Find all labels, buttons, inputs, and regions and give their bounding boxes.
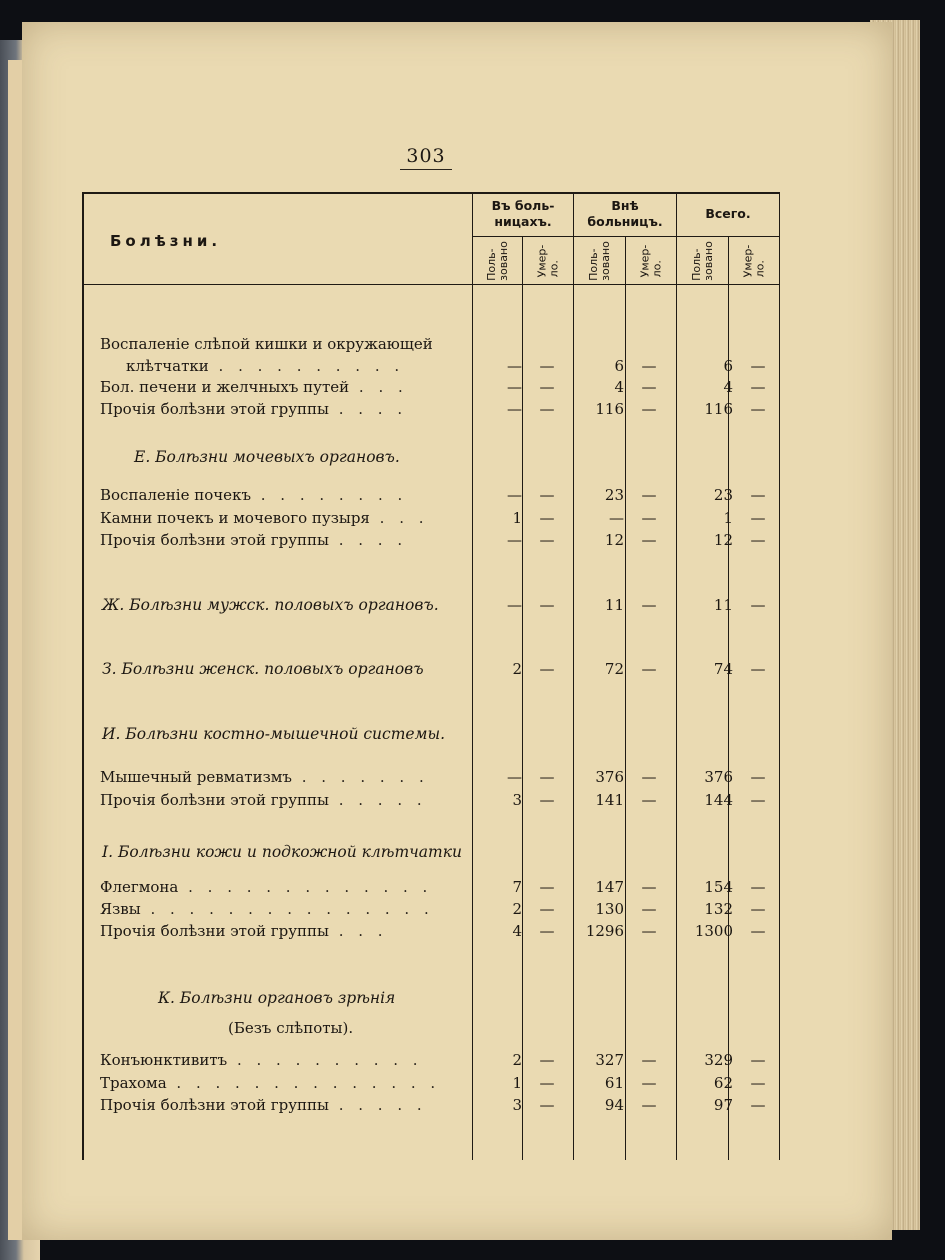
disease-name: Прочія болѣзни этой группы [100,791,329,809]
cell-c5: 97 [713,1096,733,1114]
disease-label [100,789,470,811]
cell-c3: 327 [595,1051,624,1069]
cell-c2: — [539,1051,555,1069]
cell-c4: — [641,596,657,614]
cell-c6: — [750,878,766,896]
cell-c3: 61 [604,1074,624,1092]
table-row [100,529,780,551]
section-heading: К. Болѣзни органовъ зрѣнія [158,989,396,1007]
cell-c4: — [641,486,657,504]
sub-header-treated-3: Поль- зовано [689,241,715,281]
cell-c5: 329 [704,1051,733,1069]
cell-c1: 3 [512,1096,522,1114]
section-subnote: (Безъ слѣпоты). [228,1019,354,1037]
cell-c2: — [539,900,555,918]
disease-name: Флегмона [100,878,179,896]
sub-header-treated-2: Поль- зовано [586,241,612,281]
cell-c5: 12 [713,531,733,549]
cell-c2: — [539,596,555,614]
leader-dots: . . . [328,922,388,940]
table-row [100,594,780,616]
cell-c5: 23 [713,486,733,504]
table-row [100,355,780,377]
cell-c5: 74 [713,660,733,678]
disease-name: Воспаленіе почекъ [100,486,251,504]
cell-c1: 3 [512,791,522,809]
section-heading: З. Болѣзни женск. половыхъ органовъ [102,660,424,678]
cell-c1: — [507,400,522,418]
cell-c4: — [641,378,657,396]
cell-c2: — [539,660,555,678]
cell-c3: 147 [595,878,624,896]
cell-c3: 12 [604,531,624,549]
outside-hospitals-header: Внѣ больницъ. [587,198,663,229]
cell-c4: — [641,531,657,549]
leader-dots: . . . . . . . . [250,486,408,504]
disease-name: Бол. печени и желчныхъ путей [100,378,350,396]
cell-c3: 72 [604,660,624,678]
cell-c4: — [641,900,657,918]
disease-name: Прочія болѣзни этой группы [100,1096,329,1114]
disease-name: Мышечный ревматизмъ [100,768,292,786]
cell-c3: 130 [595,900,624,918]
disease-label [100,1094,470,1116]
cell-c2: — [539,791,555,809]
section-heading: Е. Болѣзни мочевыхъ органовъ. [134,448,400,466]
cell-c5: 4 [723,378,733,396]
table-row [100,658,780,680]
cell-c4: — [641,660,657,678]
leader-dots: . . . . . . . . . . [208,357,405,375]
cell-c5: 62 [713,1074,733,1092]
disease-label [100,484,470,506]
cell-c6: — [750,1074,766,1092]
cell-c5: 132 [704,900,733,918]
table-row [100,766,780,788]
disease-name: Воспаленіе слѣпой кишки и окружающей [100,335,433,353]
disease-label [100,766,470,788]
disease-label [100,376,470,398]
cell-c5: 11 [713,596,733,614]
leader-dots: . . . . . . . . . . [227,1051,423,1069]
table-row [100,987,780,1009]
table-row [100,920,780,942]
cell-c6: — [750,922,766,940]
disease-name: Конъюнктивитъ [100,1051,228,1069]
sub-header-died-3: Умер- ло. [740,244,766,278]
disease-name: Язвы [100,900,141,918]
table-row [100,1094,780,1116]
cell-c6: — [750,509,766,527]
cell-c1: 2 [512,900,522,918]
disease-label [100,876,470,898]
disease-column-header: Болѣзни. [110,232,222,250]
table-row [100,446,780,468]
cell-c6: — [750,400,766,418]
table-row [100,789,780,811]
section-heading: И. Болѣзни костно-мышечной системы. [102,725,445,743]
cell-c1: — [507,768,522,786]
cell-c5: 154 [704,878,733,896]
cell-c3: — [609,509,624,527]
cell-c6: — [750,357,766,375]
cell-c3: 1296 [585,922,624,940]
disease-label [100,1049,470,1071]
cell-c3: 376 [595,768,624,786]
cell-c2: — [539,378,555,396]
cell-c5: 116 [704,400,733,418]
cell-c1: 7 [512,878,522,896]
disease-name: Прочія болѣзни этой группы [100,400,329,418]
cell-c1: — [507,531,522,549]
cell-c6: — [750,1051,766,1069]
disease-label [100,398,470,420]
cell-c2: — [539,400,555,418]
cell-c3: 116 [595,400,624,418]
cell-c3: 94 [604,1096,624,1114]
leader-dots: . . . . . . . [291,768,429,786]
cell-c1: — [507,357,522,375]
cell-c6: — [750,378,766,396]
disease-name: Трахома [100,1074,167,1092]
cell-c4: — [641,1074,657,1092]
cell-c4: — [641,357,657,375]
leader-dots: . . . . . [328,1096,427,1114]
cell-c2: — [539,768,555,786]
disease-label [126,355,496,377]
cell-c6: — [750,900,766,918]
leader-dots: . . . [349,378,408,396]
cell-c6: — [750,660,766,678]
cell-c1: 1 [512,509,522,527]
cell-c2: — [539,1074,555,1092]
cell-c5: 1 [723,509,733,527]
cell-c4: — [641,768,657,786]
cell-c6: — [750,596,766,614]
sub-header-died-2: Умер- ло. [637,244,663,278]
cell-c5: 6 [723,357,733,375]
table-row [100,1017,780,1039]
table-row [100,484,780,506]
table-row [100,507,780,529]
cell-c5: 144 [704,791,733,809]
cell-c4: — [641,509,657,527]
table-row [100,876,780,898]
cell-c2: — [539,922,555,940]
cell-c6: — [750,1096,766,1114]
total-header: Всего. [705,206,751,221]
cell-c1: — [507,378,522,396]
page-number: 303 [400,145,452,170]
cell-c1: 2 [512,1051,522,1069]
cell-c6: — [750,531,766,549]
cell-c1: 1 [512,1074,522,1092]
disease-label [100,898,470,920]
cell-c5: 1300 [694,922,733,940]
cell-c6: — [750,791,766,809]
disease-label [100,920,470,942]
cell-c3: 11 [604,596,624,614]
leader-dots: . . . . [328,531,408,549]
cell-c3: 4 [614,378,624,396]
table-row [100,723,780,745]
cell-c3: 141 [595,791,624,809]
section-heading: І. Болѣзни кожи и подкожной клѣтчатки [102,843,462,861]
disease-name: Прочія болѣзни этой группы [100,531,329,549]
disease-label [100,507,470,529]
cell-c2: — [539,486,555,504]
table-row [100,376,780,398]
table-row [100,333,780,355]
leader-dots: . . . . [328,400,408,418]
cell-c6: — [750,768,766,786]
cell-c1: 2 [512,660,522,678]
cell-c4: — [641,400,657,418]
in-hospitals-header: Въ боль- ницахъ. [491,198,555,229]
cell-c3: 23 [604,486,624,504]
cell-c4: — [641,878,657,896]
leader-dots: . . . . . . . . . . . . . . [166,1074,441,1092]
cell-c2: — [539,509,555,527]
section-heading: Ж. Болѣзни мужск. половыхъ органовъ. [102,596,439,614]
cell-c1: — [507,486,522,504]
table-row [100,898,780,920]
cell-c2: — [539,878,555,896]
disease-name: клѣтчатки [126,357,209,375]
cell-c6: — [750,486,766,504]
disease-label [100,333,470,355]
cell-c3: 6 [614,357,624,375]
leader-dots: . . . . . . . . . . . . . [178,878,433,896]
cell-c2: — [539,357,555,375]
table-row [100,841,780,863]
disease-name: Прочія болѣзни этой группы [100,922,329,940]
cell-c2: — [539,531,555,549]
disease-name: Камни почекъ и мочевого пузыря [100,509,370,527]
table-row [100,1072,780,1094]
cell-c1: 4 [512,922,522,940]
sub-header-died-1: Умер- ло. [534,244,560,278]
cell-c5: 376 [704,768,733,786]
leader-dots: . . . . . [328,791,427,809]
table-row [100,398,780,420]
cell-c4: — [641,791,657,809]
cell-c4: — [641,1096,657,1114]
cell-c2: — [539,1096,555,1114]
sub-header-treated-1: Поль- зовано [484,241,510,281]
cell-c4: — [641,1051,657,1069]
cell-c1: — [507,596,522,614]
disease-label [100,1072,470,1094]
cell-c4: — [641,922,657,940]
table-row [100,1049,780,1071]
leader-dots: . . . [369,509,429,527]
leader-dots: . . . . . . . . . . . . . . . [140,900,434,918]
disease-label [100,529,470,551]
